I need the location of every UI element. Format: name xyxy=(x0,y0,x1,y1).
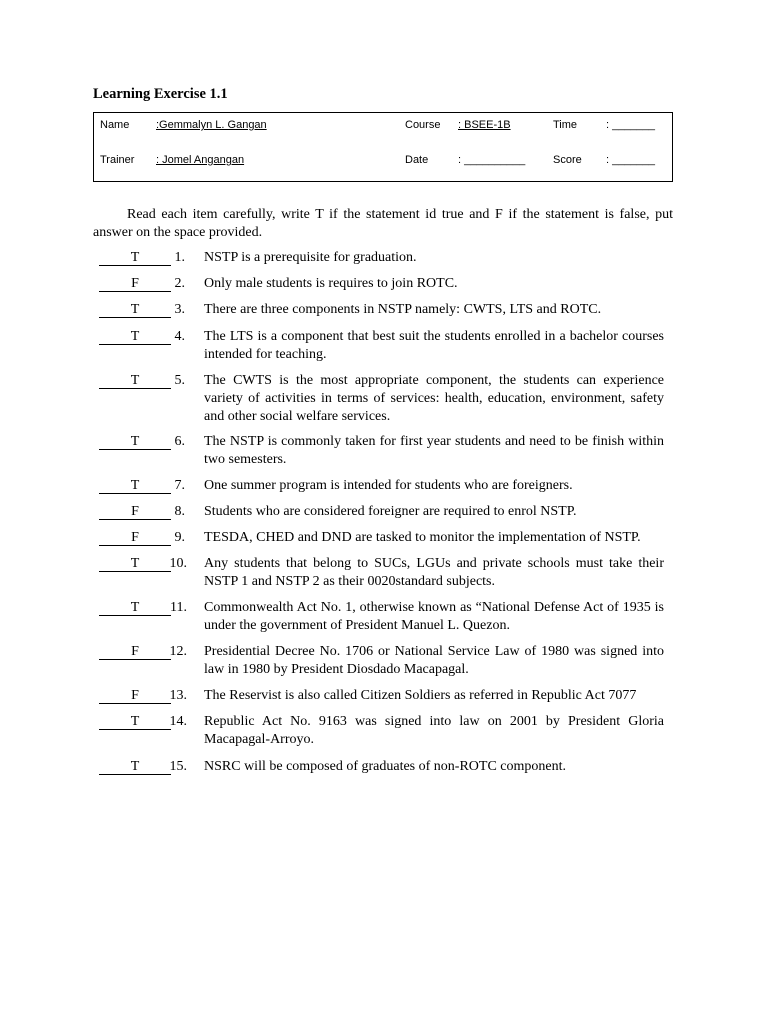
answer-value: F xyxy=(131,504,139,519)
date-value: : __________ xyxy=(458,154,526,166)
name-value: :Gemmalyn L. Gangan xyxy=(156,119,267,131)
item-statement: Any students that belong to SUCs, LGUs and private schools must take their NSTP 1 and NSTP 2 as their 0020standard subjects. xyxy=(204,556,664,589)
answer-value: T xyxy=(130,600,140,615)
answer-value: F xyxy=(131,644,139,659)
item-statement: NSTP is a prerequisite for graduation. xyxy=(204,250,417,265)
answer-value: T xyxy=(130,714,140,729)
answer-value: T xyxy=(130,434,140,449)
answer-value: T xyxy=(130,373,140,388)
time-label: Time xyxy=(553,119,578,131)
item-statement: One summer program is intended for students who are foreigners. xyxy=(204,478,573,493)
item-number: 4. xyxy=(174,329,185,344)
item-number: 2. xyxy=(174,276,185,291)
item-statement: Republic Act No. 9163 was signed into law on 2001 by President Gloria Macapagal-Arroyo. xyxy=(204,714,664,747)
info-box xyxy=(93,112,673,182)
item-statement: NSRC will be composed of graduates of non-ROTC component. xyxy=(204,759,567,774)
item-number: 15. xyxy=(169,759,187,774)
answer-value: T xyxy=(130,302,140,317)
item-statement: Students who are considered foreigner are required to enrol NSTP. xyxy=(204,504,577,519)
score-label: Score xyxy=(553,154,582,166)
item-number: 7. xyxy=(174,478,185,493)
course-label: Course xyxy=(405,119,441,131)
item-number: 14. xyxy=(169,714,187,729)
answer-value: T xyxy=(130,478,140,493)
item-statement: There are three components in NSTP namely: CWTS, LTS and ROTC. xyxy=(204,302,602,317)
item-number: 9. xyxy=(174,530,185,545)
item-statement: The LTS is a component that best suit the students enrolled in a bachelor courses intended for teaching. xyxy=(204,329,664,362)
item-number: 11. xyxy=(170,600,187,615)
item-number: 8. xyxy=(174,504,185,519)
instructions: Read each item carefully, write T if the statement id true and F if the statement is false, put answer on the space provided. xyxy=(93,207,673,240)
item-number: 13. xyxy=(169,688,187,703)
exercise-title: Learning Exercise 1.1 xyxy=(93,86,228,102)
answer-value: F xyxy=(131,276,139,291)
item-number: 10. xyxy=(169,556,187,571)
item-statement: The CWTS is the most appropriate component, the students can experience variety of activities in terms of services: health, education, environment, safety and other social welfare services. xyxy=(204,373,664,424)
answer-value: F xyxy=(131,530,139,545)
trainer-label: Trainer xyxy=(100,154,135,166)
item-number: 12. xyxy=(169,644,187,659)
date-label: Date xyxy=(405,154,429,166)
trainer-value: : Jomel Angangan xyxy=(156,154,245,166)
item-number: 6. xyxy=(174,434,185,449)
answer-value: T xyxy=(130,250,140,265)
course-value: : BSEE-1B xyxy=(458,119,511,131)
item-number: 5. xyxy=(174,373,185,388)
item-statement: TESDA, CHED and DND are tasked to monitor the implementation of NSTP. xyxy=(204,530,641,545)
item-number: 1. xyxy=(174,250,185,265)
item-statement: Commonwealth Act No. 1, otherwise known as “National Defense Act of 1935 is under the government of President Manuel L. Quezon. xyxy=(204,600,664,633)
score-value: : _______ xyxy=(606,154,655,166)
item-statement: Presidential Decree No. 1706 or National Service Law of 1980 was signed into law in 1980 by President Diosdado Macapagal. xyxy=(204,644,664,677)
name-label: Name xyxy=(100,119,130,131)
item-number: 3. xyxy=(174,302,185,317)
answer-value: F xyxy=(131,688,139,703)
answer-value: T xyxy=(130,556,140,571)
time-value: : _______ xyxy=(606,119,655,131)
item-statement: The Reservist is also called Citizen Soldiers as referred in Republic Act 7077 xyxy=(204,688,637,703)
item-statement: The NSTP is commonly taken for first year students and need to be finish within two semesters. xyxy=(204,434,664,467)
answer-value: T xyxy=(130,329,140,344)
item-statement: Only male students is requires to join ROTC. xyxy=(204,276,458,291)
answer-value: T xyxy=(130,759,140,774)
